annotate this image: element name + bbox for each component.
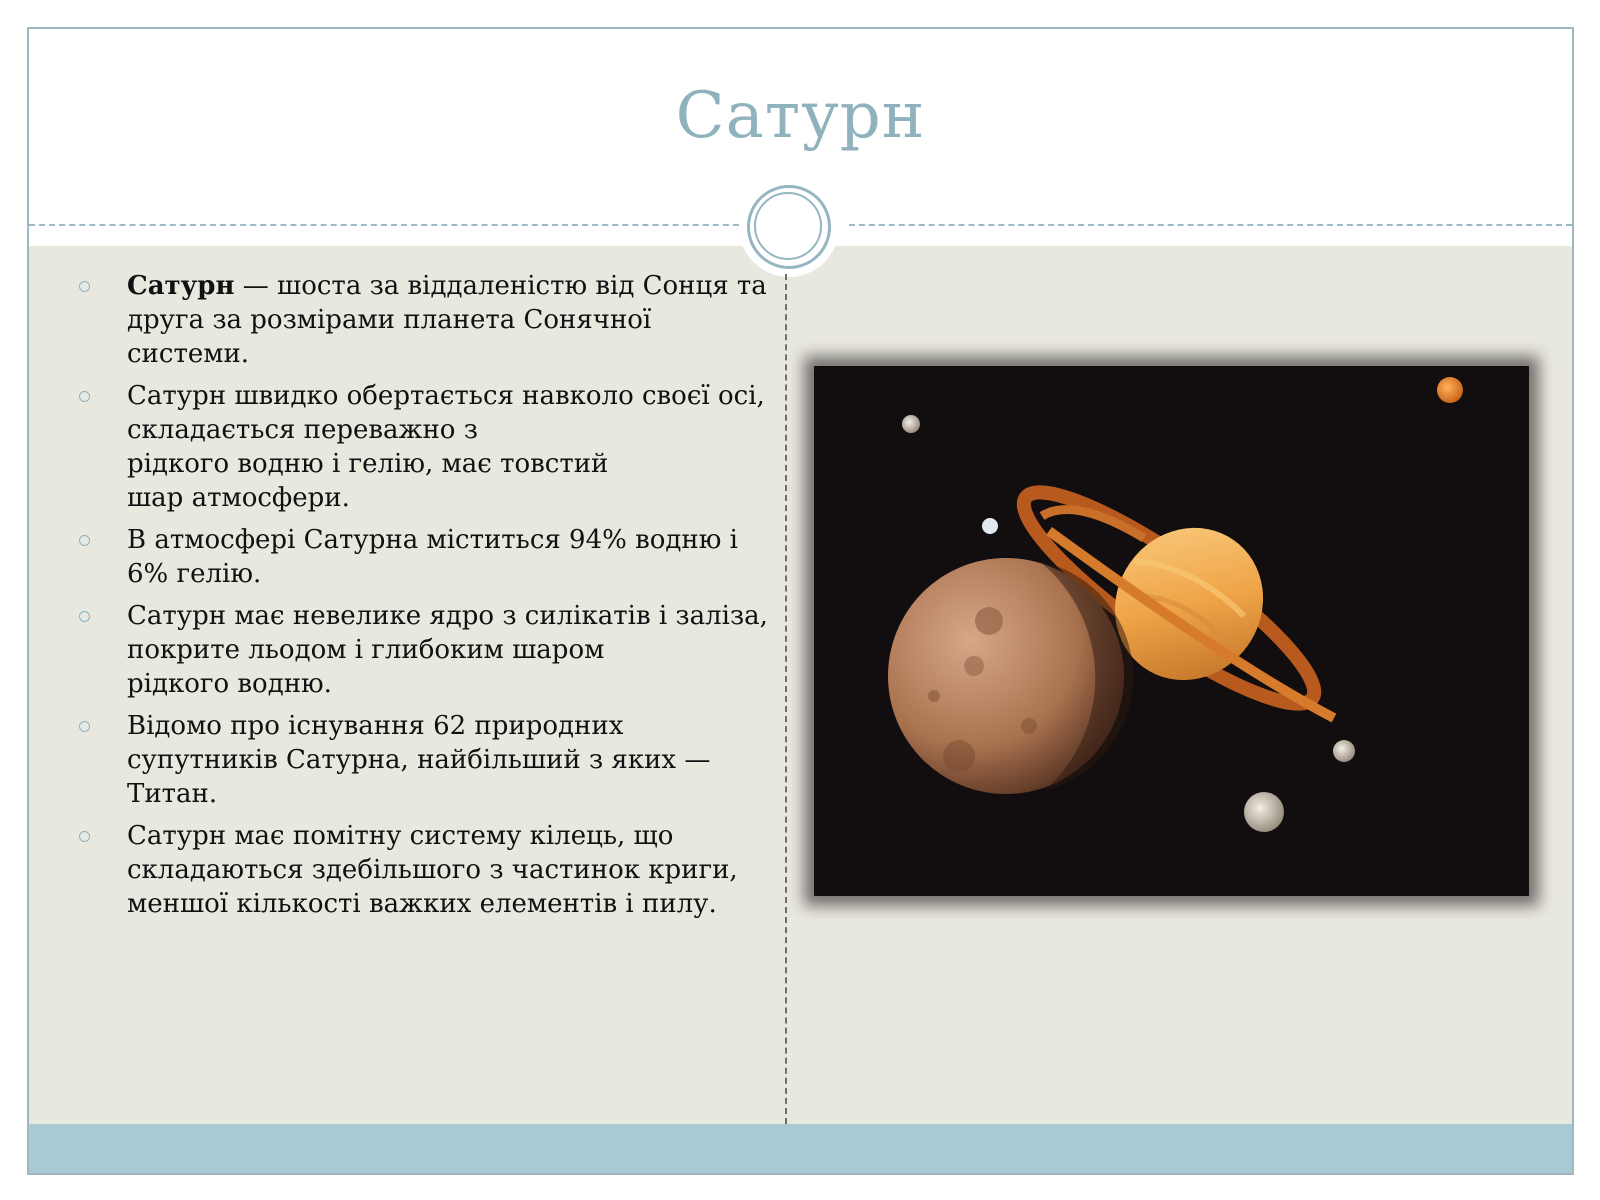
bullet-line: рідкого водню і гелію, має товстий	[127, 449, 609, 479]
bullet-line: шар атмосфери.	[127, 483, 350, 513]
bullet-line: Сатурн має невелике ядро з силікатів і заліза,	[127, 601, 768, 631]
bullet-circle-icon	[79, 721, 90, 732]
divider-circle-inner-icon	[754, 192, 822, 260]
slide-title: Сатурн	[675, 79, 926, 153]
bullet-circle-icon	[79, 281, 90, 292]
bullet-line: меншої кількості важких елементів і пилу.	[127, 889, 717, 919]
slide	[27, 27, 1574, 1175]
bullet-item	[77, 379, 777, 515]
bullet-line: Відомо про існування 62 природних	[127, 711, 624, 741]
bullet-line: Сатурн має помітну систему кілець, що	[127, 821, 674, 851]
bullet-item	[77, 523, 777, 591]
bullet-line	[127, 269, 777, 303]
bullet-item	[77, 709, 777, 811]
bullet-line: покрите льодом і глибоким шаром	[127, 635, 605, 665]
bullet-line: рідкого водню.	[127, 669, 332, 699]
bullet-bold-term: Сатурн	[127, 271, 235, 301]
bullet-line: друга за розмірами планета Сонячної	[127, 305, 652, 335]
bullet-text: — шоста за віддаленістю від Сонця та	[234, 271, 767, 301]
bullet-item	[77, 599, 777, 701]
bullet-item	[77, 819, 777, 921]
bullet-line: супутників Сатурна, найбільший з яких —	[127, 745, 711, 775]
bullet-circle-icon	[79, 391, 90, 402]
bullet-line: складається переважно з	[127, 415, 478, 445]
footer-bar	[29, 1124, 1572, 1175]
title-divider-right	[849, 224, 1572, 226]
bullet-circle-icon	[79, 831, 90, 842]
bullet-line: Сатурн швидко обертається навколо своєї осі,	[127, 381, 765, 411]
bullet-item	[77, 269, 777, 371]
bullet-line: системи.	[127, 339, 250, 369]
bullet-circle-icon	[79, 611, 90, 622]
bullet-line: 6% гелію.	[127, 559, 262, 589]
bullet-list	[77, 269, 777, 929]
column-divider	[785, 274, 787, 1124]
bullet-line: В атмосфері Сатурна міститься 94% водню і	[127, 525, 738, 555]
bullet-line: Титан.	[127, 779, 218, 809]
title-divider-left	[29, 224, 749, 226]
bullet-line: складаються здебільшого з частинок криги,	[127, 855, 738, 885]
saturn-moons-photo	[814, 366, 1529, 896]
bullet-circle-icon	[79, 535, 90, 546]
